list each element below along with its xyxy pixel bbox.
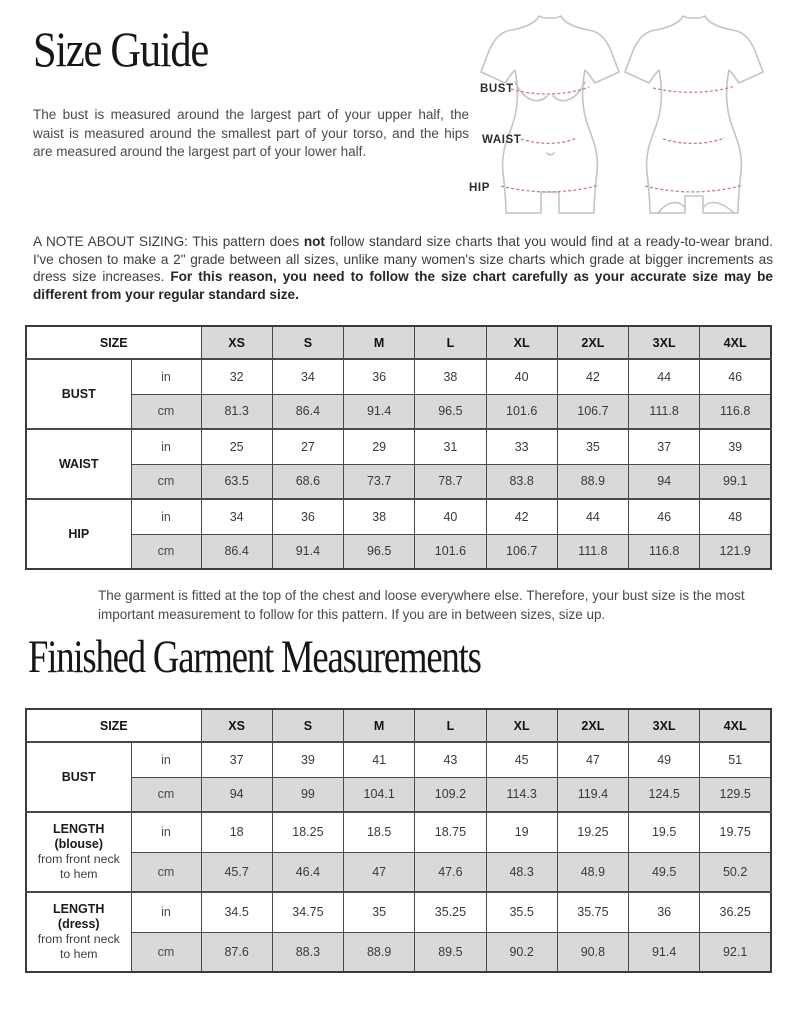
unit-cm-label: cm	[131, 394, 201, 429]
size-column-header: 2XL	[557, 709, 628, 742]
measurement-value-in: 36	[344, 359, 415, 394]
hip-label: HIP	[469, 182, 490, 194]
measurement-value-in: 39	[272, 742, 343, 777]
garment-measurements-title: Finished Garment Measurements	[28, 631, 481, 683]
measurement-value-cm: 96.5	[344, 534, 415, 569]
size-column-header: XL	[486, 709, 557, 742]
measurement-value-cm: 46.4	[272, 852, 343, 892]
measurement-value-in: 44	[629, 359, 700, 394]
size-header-label: SIZE	[26, 709, 201, 742]
measurement-value-cm: 91.4	[344, 394, 415, 429]
measurement-value-cm: 94	[629, 464, 700, 499]
measurement-value-in: 18.75	[415, 812, 486, 852]
measurement-value-cm: 104.1	[344, 777, 415, 812]
measurement-value-cm: 96.5	[415, 394, 486, 429]
measurement-value-cm: 50.2	[700, 852, 771, 892]
unit-in-label: in	[131, 892, 201, 932]
measurement-row-label: WAIST	[26, 429, 131, 499]
note-bold-not: not	[303, 234, 325, 249]
measurement-value-cm: 81.3	[201, 394, 272, 429]
size-column-header: 2XL	[557, 326, 628, 359]
measurement-value-cm: 106.7	[486, 534, 557, 569]
measurement-value-cm: 88.3	[272, 932, 343, 972]
measurement-value-in: 18.5	[344, 812, 415, 852]
measurement-value-cm: 111.8	[557, 534, 628, 569]
measurement-value-cm: 99	[272, 777, 343, 812]
measurement-value-in: 40	[415, 499, 486, 534]
size-column-header: XL	[486, 326, 557, 359]
measurement-value-cm: 91.4	[272, 534, 343, 569]
measurement-value-in: 19	[486, 812, 557, 852]
measurement-value-in: 37	[201, 742, 272, 777]
measurement-value-cm: 116.8	[700, 394, 771, 429]
size-header-label: SIZE	[26, 326, 201, 359]
measurement-value-cm: 94	[201, 777, 272, 812]
unit-cm-label: cm	[131, 464, 201, 499]
sizing-note-text	[33, 233, 773, 303]
measurement-value-in: 49	[629, 742, 700, 777]
measurement-value-cm: 49.5	[629, 852, 700, 892]
size-column-header: XS	[201, 326, 272, 359]
measurement-value-cm: 91.4	[629, 932, 700, 972]
note-bold-warning: For this reason, you need to follow the size chart carefully as your accurate size may be different from your regular standard size.	[33, 269, 773, 302]
measurement-value-in: 39	[700, 429, 771, 464]
note-part1: A NOTE ABOUT SIZING: This pattern does	[33, 234, 304, 249]
measurement-value-cm: 88.9	[344, 932, 415, 972]
measurement-value-in: 27	[272, 429, 343, 464]
size-column-header: 4XL	[700, 326, 771, 359]
measurement-value-cm: 78.7	[415, 464, 486, 499]
unit-in-label: in	[131, 359, 201, 394]
measurement-value-cm: 111.8	[629, 394, 700, 429]
measurement-value-in: 34	[201, 499, 272, 534]
measurement-value-in: 18	[201, 812, 272, 852]
measurement-value-cm: 121.9	[700, 534, 771, 569]
measurement-row-label: LENGTH (dress) from front neck to hem	[26, 892, 131, 972]
unit-cm-label: cm	[131, 534, 201, 569]
measurement-value-cm: 48.3	[486, 852, 557, 892]
measurement-value-cm: 73.7	[344, 464, 415, 499]
body-silhouettes-illustration	[452, 6, 782, 228]
page-title: Size Guide	[33, 21, 208, 77]
note-part2: follow standard size charts that you would find at a ready-to-wear brand. I've chosen to make a 2" grade between all sizes, unlike many women's size charts which grade at bigger increments as dress size increases.	[33, 234, 773, 285]
unit-in-label: in	[131, 742, 201, 777]
measurement-value-in: 45	[486, 742, 557, 777]
unit-in-label: in	[131, 499, 201, 534]
measurement-value-in: 36	[629, 892, 700, 932]
measurement-value-in: 18.25	[272, 812, 343, 852]
measurement-value-cm: 87.6	[201, 932, 272, 972]
measurement-value-cm: 47.6	[415, 852, 486, 892]
measurement-value-in: 47	[557, 742, 628, 777]
measurement-value-cm: 86.4	[201, 534, 272, 569]
measurement-value-in: 35.25	[415, 892, 486, 932]
measurement-row-label: BUST	[26, 359, 131, 429]
measurement-value-cm: 47	[344, 852, 415, 892]
measurement-value-in: 33	[486, 429, 557, 464]
measurement-value-in: 36.25	[700, 892, 771, 932]
measurement-value-in: 42	[557, 359, 628, 394]
measurement-value-cm: 90.8	[557, 932, 628, 972]
size-column-header: 3XL	[629, 709, 700, 742]
measurement-value-in: 43	[415, 742, 486, 777]
size-column-header: L	[415, 326, 486, 359]
size-column-header: L	[415, 709, 486, 742]
measurement-value-in: 25	[201, 429, 272, 464]
unit-cm-label: cm	[131, 777, 201, 812]
waist-label: WAIST	[482, 134, 522, 146]
measurement-value-in: 37	[629, 429, 700, 464]
unit-in-label: in	[131, 429, 201, 464]
measurement-value-cm: 63.5	[201, 464, 272, 499]
measurement-value-in: 32	[201, 359, 272, 394]
measurement-value-in: 46	[629, 499, 700, 534]
measurement-value-in: 19.5	[629, 812, 700, 852]
unit-cm-label: cm	[131, 852, 201, 892]
measurement-value-cm: 83.8	[486, 464, 557, 499]
measurement-value-cm: 101.6	[486, 394, 557, 429]
measurement-value-in: 51	[700, 742, 771, 777]
measurement-value-in: 34.5	[201, 892, 272, 932]
measurement-value-cm: 119.4	[557, 777, 628, 812]
measurement-value-in: 35.5	[486, 892, 557, 932]
size-column-header: 4XL	[700, 709, 771, 742]
measurement-value-in: 42	[486, 499, 557, 534]
measurement-value-cm: 99.1	[700, 464, 771, 499]
measurement-value-cm: 45.7	[201, 852, 272, 892]
measurement-value-cm: 89.5	[415, 932, 486, 972]
measurement-value-cm: 114.3	[486, 777, 557, 812]
measurement-value-in: 48	[700, 499, 771, 534]
measurement-value-in: 35	[557, 429, 628, 464]
measurement-value-cm: 101.6	[415, 534, 486, 569]
bust-label: BUST	[480, 83, 514, 95]
measurement-row-label: LENGTH (blouse) from front neck to hem	[26, 812, 131, 892]
measurement-value-cm: 124.5	[629, 777, 700, 812]
measurement-value-in: 46	[700, 359, 771, 394]
garment-size-chart-table	[25, 708, 772, 973]
body-measurement-figure	[452, 6, 782, 228]
size-column-header: XS	[201, 709, 272, 742]
measurement-value-cm: 86.4	[272, 394, 343, 429]
fitted-note-text: The garment is fitted at the top of the chest and loose everywhere else. Therefore, your bust size is the most important measurement to follow for this pattern. If you are in between sizes, size up.	[98, 588, 745, 622]
measurement-value-cm: 48.9	[557, 852, 628, 892]
measurement-value-in: 35	[344, 892, 415, 932]
size-column-header: 3XL	[629, 326, 700, 359]
measurement-value-in: 19.25	[557, 812, 628, 852]
measurement-value-in: 29	[344, 429, 415, 464]
back-figure-outline	[625, 16, 763, 213]
measurement-value-cm: 90.2	[486, 932, 557, 972]
unit-cm-label: cm	[131, 932, 201, 972]
measurement-value-in: 35.75	[557, 892, 628, 932]
unit-in-label: in	[131, 812, 201, 852]
measurement-value-cm: 109.2	[415, 777, 486, 812]
measurement-value-cm: 88.9	[557, 464, 628, 499]
measurement-value-cm: 129.5	[700, 777, 771, 812]
size-column-header: S	[272, 326, 343, 359]
measurement-row-label: HIP	[26, 499, 131, 569]
measurement-value-cm: 116.8	[629, 534, 700, 569]
size-column-header: M	[344, 326, 415, 359]
measurement-value-in: 34.75	[272, 892, 343, 932]
measurement-value-in: 38	[415, 359, 486, 394]
measurement-row-label: BUST	[26, 742, 131, 812]
measurement-value-in: 44	[557, 499, 628, 534]
measurement-value-cm: 92.1	[700, 932, 771, 972]
measurement-value-cm: 68.6	[272, 464, 343, 499]
front-figure-outline	[481, 16, 619, 213]
size-column-header: S	[272, 709, 343, 742]
measurement-value-in: 19.75	[700, 812, 771, 852]
measurement-value-in: 31	[415, 429, 486, 464]
size-column-header: M	[344, 709, 415, 742]
measurement-value-in: 34	[272, 359, 343, 394]
measurement-value-in: 36	[272, 499, 343, 534]
body-size-chart-table	[25, 325, 772, 570]
measurement-value-in: 41	[344, 742, 415, 777]
measurement-value-in: 38	[344, 499, 415, 534]
measurement-value-cm: 106.7	[557, 394, 628, 429]
measurement-value-in: 40	[486, 359, 557, 394]
measurement-intro-text: The bust is measured around the largest part of your upper half, the waist is measured around the smallest part of your torso, and the hips are measured around the largest part of your lower half.	[33, 107, 469, 159]
